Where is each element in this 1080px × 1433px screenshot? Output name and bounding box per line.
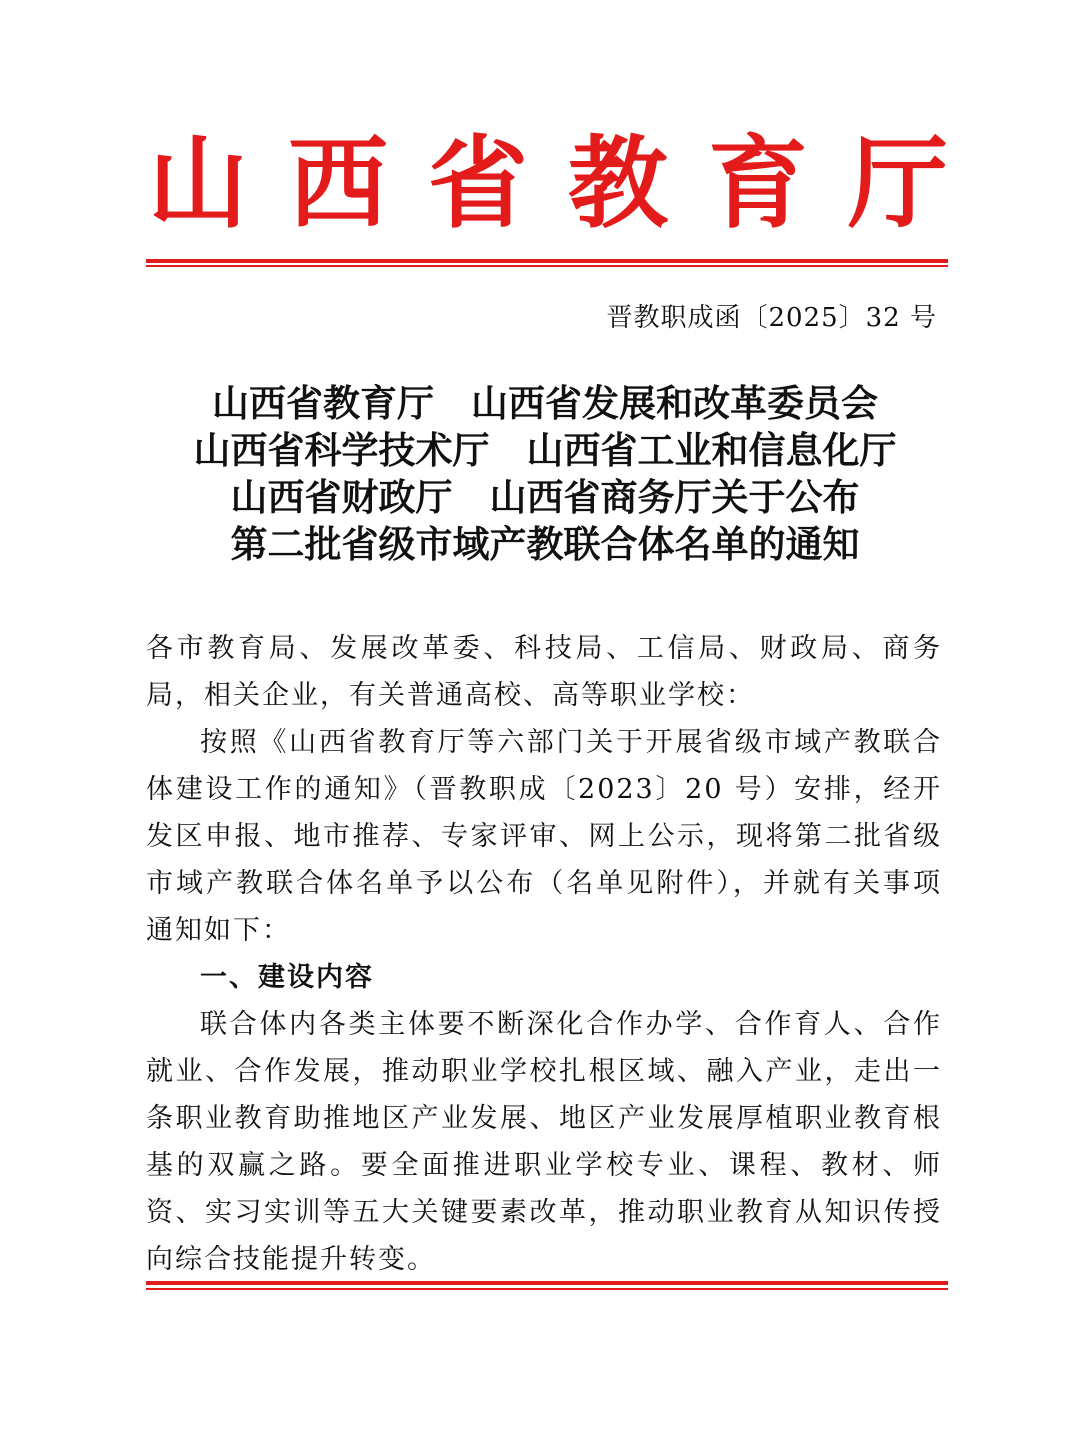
document-number: 晋教职成函〔2025〕32 号 [606, 303, 937, 333]
masthead-char: 育 [708, 124, 808, 242]
masthead-char: 省 [428, 124, 528, 242]
body-paragraph: 按照《山西省教育厅等六部门关于开展省级市域产教联合体建设工作的通知》（晋教职成〔2023〕20 号）安排，经开发区申报、地市推荐、专家评审、网上公示，现将第二批省级市域产教联合体名单予以公布（名单见附件），并就有关事项通知如下： [146, 727, 942, 946]
document-body [146, 625, 942, 1283]
header-divider-thick [146, 259, 948, 263]
title-line: 山西省财政厅 山西省商务厅关于公布 [230, 475, 860, 519]
addressee-paragraph: 各市教育局、发展改革委、科技局、工信局、财政局、商务局，相关企业，有关普通高校、高等职业学校： [146, 633, 942, 711]
footer-divider-thick [146, 1281, 948, 1285]
document-title [120, 380, 970, 568]
masthead-char: 教 [568, 124, 668, 242]
body-paragraph: 联合体内各类主体要不断深化合作办学、合作育人、合作就业、合作发展，推动职业学校扎根区域、融入产业，走出一条职业教育助推地区产业发展、地区产业发展厚植职业教育根基的双赢之路。要全面推进职业学校专业、课程、教材、师资、实习实训等五大关键要素改革，推动职业教育从知识传授向综合技能提升转变。 [146, 1009, 942, 1275]
masthead-char: 厅 [848, 124, 948, 242]
title-line: 山西省科学技术厅 山西省工业和信息化厅 [193, 428, 897, 472]
masthead-char: 山 [148, 124, 248, 242]
masthead-char: 西 [288, 124, 388, 242]
title-line: 第二批省级市域产教联合体名单的通知 [230, 522, 860, 566]
issuer-masthead [148, 124, 948, 242]
section-heading: 一、建设内容 [200, 962, 374, 993]
footer-divider-thin [146, 1288, 948, 1290]
title-line: 山西省教育厅 山西省发展和改革委员会 [212, 381, 878, 425]
header-divider-thin [146, 265, 948, 267]
